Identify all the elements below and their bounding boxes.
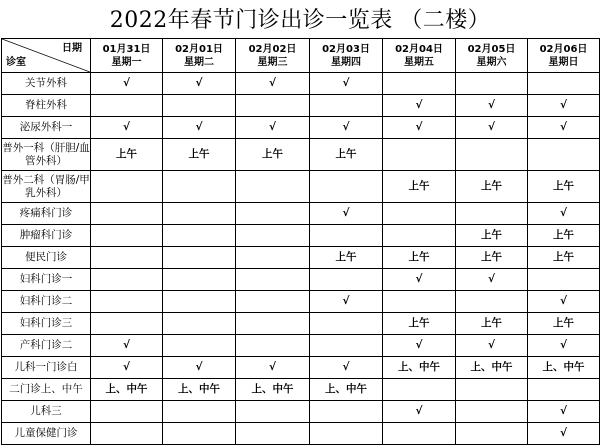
clinic-name-cell: 儿科一门诊白 (2, 357, 91, 379)
schedule-cell: √ (456, 335, 528, 357)
schedule-cell (456, 291, 528, 313)
table-row (2, 117, 600, 139)
schedule-cell (310, 423, 383, 445)
schedule-cell: 上午 (236, 139, 310, 171)
table-row (2, 95, 600, 117)
table-row (2, 73, 600, 95)
schedule-cell (383, 379, 456, 401)
header-weekday: 星期一 (111, 56, 142, 68)
schedule-cell (163, 247, 236, 269)
header-date-cell (383, 39, 456, 73)
clinic-name-cell: 关节外科 (2, 73, 91, 95)
header-weekday: 星期六 (476, 56, 507, 68)
schedule-cell: 上、中午 (310, 379, 383, 401)
schedule-cell (528, 139, 600, 171)
schedule-cell (163, 423, 236, 445)
schedule-cell (236, 401, 310, 423)
table-row (2, 225, 600, 247)
schedule-table (1, 38, 600, 445)
schedule-cell: √ (528, 401, 600, 423)
schedule-cell: √ (383, 401, 456, 423)
schedule-cell: 上午 (528, 247, 600, 269)
schedule-cell: √ (383, 117, 456, 139)
header-date-cell (163, 39, 236, 73)
header-date: 01月31日 (102, 43, 151, 55)
header-date-cell (236, 39, 310, 73)
clinic-name-cell: 妇科门诊二 (2, 291, 91, 313)
schedule-cell (91, 95, 163, 117)
schedule-cell (91, 225, 163, 247)
schedule-cell (163, 291, 236, 313)
schedule-cell (528, 73, 600, 95)
header-date: 02月04日 (395, 43, 443, 55)
clinic-name-cell: 便民门诊 (2, 247, 91, 269)
schedule-cell: 上、中午 (456, 357, 528, 379)
table-row (2, 171, 600, 203)
schedule-cell (310, 225, 383, 247)
schedule-cell: √ (91, 73, 163, 95)
clinic-name-cell: 疼痛科门诊 (2, 203, 91, 225)
schedule-cell: 上午 (310, 247, 383, 269)
schedule-cell: 上午 (310, 139, 383, 171)
table-row (2, 247, 600, 269)
header-row (2, 39, 600, 73)
schedule-cell (310, 335, 383, 357)
schedule-cell: √ (236, 357, 310, 379)
schedule-cell: 上、中午 (528, 357, 600, 379)
schedule-cell: 上午 (383, 171, 456, 203)
schedule-cell: √ (91, 357, 163, 379)
table-row (2, 379, 600, 401)
schedule-cell (310, 95, 383, 117)
schedule-cell: 上午 (456, 247, 528, 269)
schedule-cell (91, 247, 163, 269)
schedule-cell (456, 139, 528, 171)
schedule-cell (91, 269, 163, 291)
schedule-cell: √ (456, 117, 528, 139)
header-date-cell (528, 39, 600, 73)
header-date: 02月02日 (248, 43, 297, 55)
schedule-cell (236, 313, 310, 335)
header-weekday: 星期三 (257, 56, 288, 68)
header-weekday: 星期日 (548, 56, 579, 68)
clinic-axis-label: 诊室 (6, 57, 26, 68)
clinic-name-cell: 儿童保健门诊 (2, 423, 91, 445)
schedule-cell: √ (310, 357, 383, 379)
table-row (2, 269, 600, 291)
schedule-cell (163, 95, 236, 117)
table-row (2, 335, 600, 357)
schedule-cell: √ (528, 335, 600, 357)
schedule-cell: √ (528, 423, 600, 445)
page-title: 2022年春节门诊出诊一览表 （二楼） (109, 8, 491, 33)
schedule-cell: √ (310, 117, 383, 139)
schedule-cell (163, 203, 236, 225)
schedule-cell (456, 401, 528, 423)
schedule-cell: √ (310, 203, 383, 225)
header-date: 02月06日 (539, 43, 588, 55)
schedule-cell: √ (163, 357, 236, 379)
table-row (2, 203, 600, 225)
schedule-cell: √ (163, 73, 236, 95)
schedule-cell (383, 203, 456, 225)
schedule-cell (310, 401, 383, 423)
schedule-cell (383, 291, 456, 313)
schedule-cell: √ (456, 95, 528, 117)
schedule-cell (236, 423, 310, 445)
schedule-cell: 上午 (528, 171, 600, 203)
schedule-cell: √ (310, 73, 383, 95)
schedule-cell: 上午 (456, 225, 528, 247)
schedule-cell (163, 269, 236, 291)
header-date: 02月05日 (467, 43, 516, 55)
table-row (2, 423, 600, 445)
header-date-cell (310, 39, 383, 73)
schedule-cell (383, 423, 456, 445)
schedule-cell (163, 171, 236, 203)
header-weekday: 星期二 (184, 56, 214, 68)
header-weekday: 星期四 (331, 56, 361, 68)
schedule-cell (456, 73, 528, 95)
header-date: 02月03日 (322, 43, 370, 55)
schedule-cell (236, 269, 310, 291)
clinic-name-cell: 泌尿外科一 (2, 117, 91, 139)
table-row (2, 291, 600, 313)
schedule-cell: 上午 (383, 313, 456, 335)
schedule-cell: 上午 (163, 139, 236, 171)
schedule-cell (310, 171, 383, 203)
schedule-cell (310, 313, 383, 335)
schedule-cell (310, 269, 383, 291)
schedule-cell: √ (528, 95, 600, 117)
schedule-cell (91, 423, 163, 445)
schedule-cell (163, 225, 236, 247)
schedule-cell: √ (163, 117, 236, 139)
schedule-cell: √ (236, 73, 310, 95)
schedule-cell (383, 225, 456, 247)
schedule-cell: √ (528, 291, 600, 313)
schedule-cell (236, 203, 310, 225)
schedule-cell (163, 313, 236, 335)
schedule-cell (236, 335, 310, 357)
clinic-name-cell: 普外二科（胃肠/甲乳外科） (2, 171, 91, 203)
date-axis-label: 日期 (62, 43, 82, 54)
table-row (2, 313, 600, 335)
schedule-cell (236, 247, 310, 269)
header-date-cell (91, 39, 163, 73)
schedule-cell (528, 379, 600, 401)
table-row (2, 139, 600, 171)
schedule-cell: 上午 (456, 313, 528, 335)
table-row (2, 401, 600, 423)
schedule-cell: 上午 (528, 225, 600, 247)
schedule-cell: 上午 (528, 313, 600, 335)
schedule-cell (456, 423, 528, 445)
header-corner-cell (2, 39, 91, 73)
schedule-cell: 上午 (456, 171, 528, 203)
schedule-cell (163, 335, 236, 357)
schedule-cell: √ (528, 117, 600, 139)
table-row (2, 357, 600, 379)
schedule-cell: √ (456, 269, 528, 291)
schedule-cell: 上、中午 (91, 379, 163, 401)
clinic-name-cell: 肿瘤科门诊 (2, 225, 91, 247)
schedule-cell (456, 203, 528, 225)
schedule-cell: √ (236, 117, 310, 139)
schedule-cell (456, 379, 528, 401)
schedule-cell (236, 225, 310, 247)
schedule-cell: √ (528, 203, 600, 225)
clinic-name-cell: 脊柱外科 (2, 95, 91, 117)
schedule-cell: √ (91, 117, 163, 139)
schedule-cell (236, 95, 310, 117)
schedule-cell: 上午 (91, 139, 163, 171)
clinic-name-cell: 儿科三 (2, 401, 91, 423)
schedule-cell: 上、中午 (236, 379, 310, 401)
schedule-cell: √ (383, 335, 456, 357)
header-date-cell (456, 39, 528, 73)
schedule-cell: √ (310, 291, 383, 313)
header-date: 02月01日 (175, 43, 223, 55)
schedule-cell (91, 291, 163, 313)
schedule-cell (383, 73, 456, 95)
schedule-cell (91, 203, 163, 225)
schedule-cell (91, 171, 163, 203)
schedule-cell (91, 313, 163, 335)
schedule-cell (236, 171, 310, 203)
schedule-cell: 上、中午 (383, 357, 456, 379)
clinic-name-cell: 妇科门诊一 (2, 269, 91, 291)
schedule-cell: 上、中午 (163, 379, 236, 401)
schedule-cell (163, 401, 236, 423)
schedule-cell: √ (91, 335, 163, 357)
schedule-cell: 上午 (383, 247, 456, 269)
schedule-cell (236, 291, 310, 313)
schedule-cell (383, 139, 456, 171)
clinic-name-cell: 普外一科（肝胆/血管外科） (2, 139, 91, 171)
schedule-cell: √ (383, 269, 456, 291)
clinic-name-cell: 妇科门诊三 (2, 313, 91, 335)
schedule-cell (91, 401, 163, 423)
clinic-name-cell: 产科门诊二 (2, 335, 91, 357)
schedule-cell (528, 269, 600, 291)
header-weekday: 星期五 (404, 56, 434, 68)
clinic-name-cell: 二门诊上、中午 (2, 379, 91, 401)
schedule-cell: √ (383, 95, 456, 117)
